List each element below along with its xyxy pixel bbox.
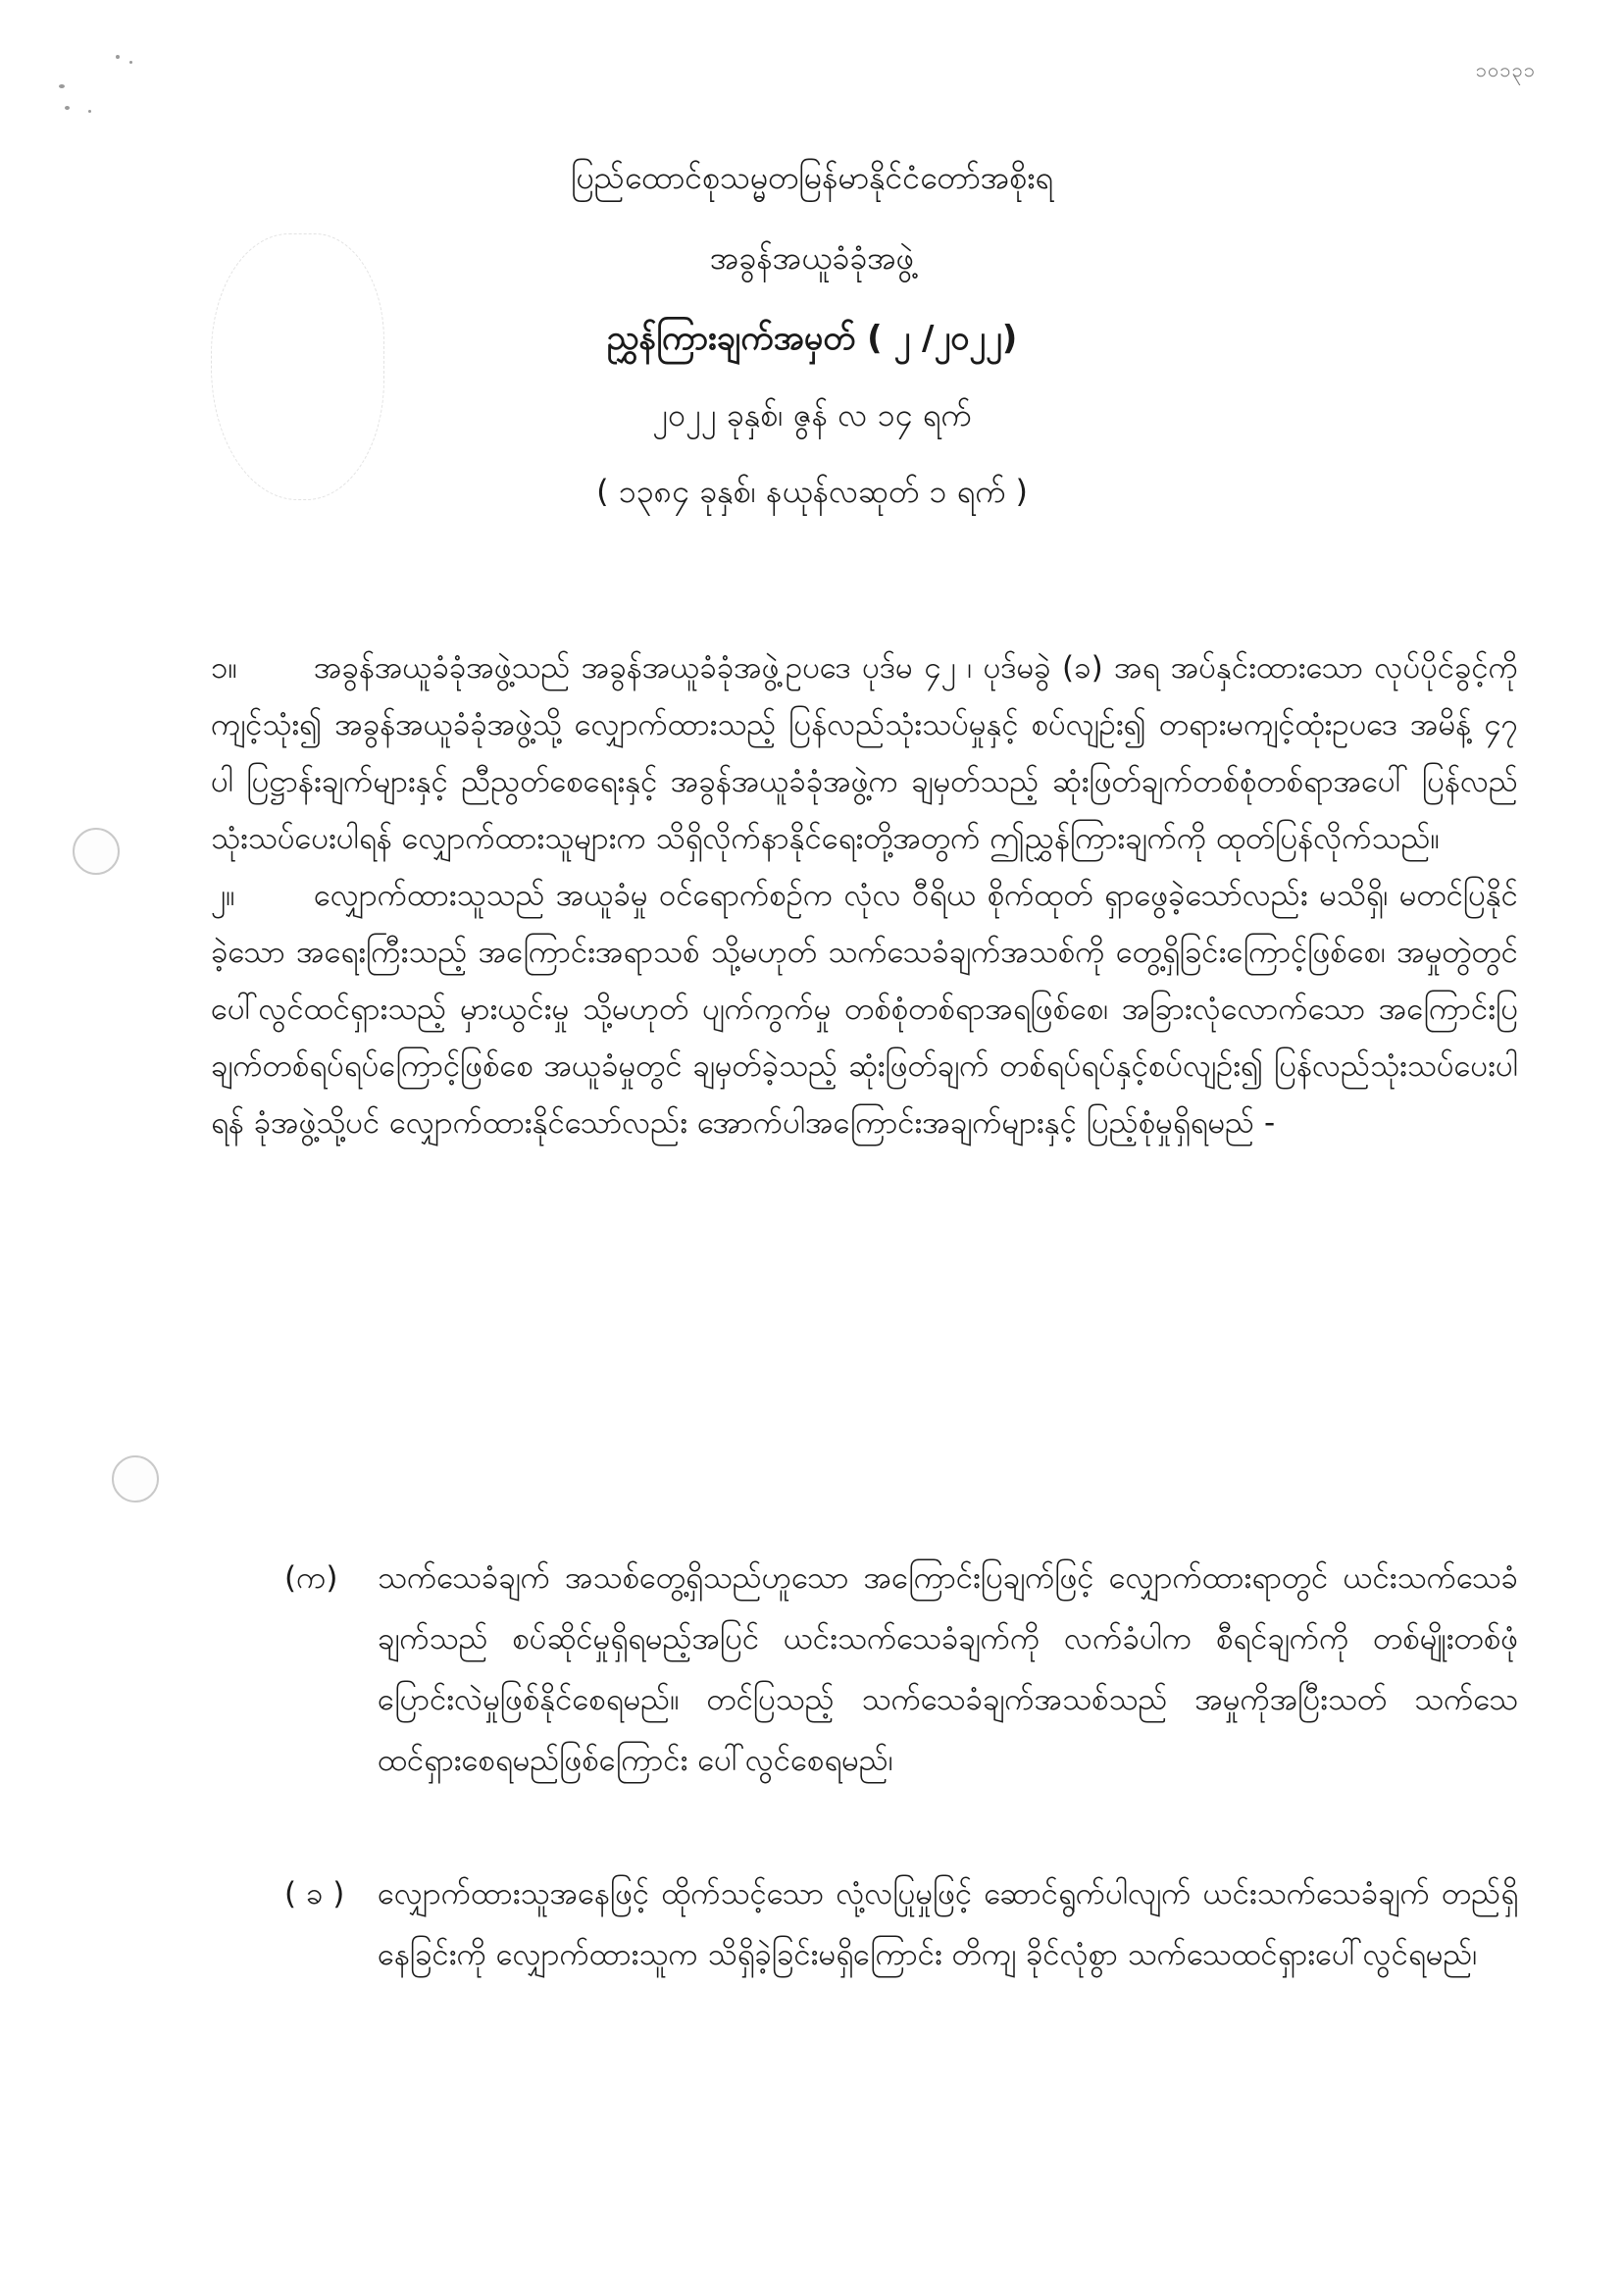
paragraph-2: [211, 867, 1518, 1151]
government-name: ပြည်ထောင်စုသမ္မတမြန်မာနိုင်ငံတော်အစိုးရ: [571, 159, 1053, 196]
sub-item-text: လျှောက်ထားသူအနေဖြင့် ထိုက်သင့်သော လုံ့လပြုမှုဖြင့် ဆောင်ရွက်ပါလျက် ယင်းသက်သေခံချက် တည်ရှိနေခြင်းကို လျှောက်ထားသူက သိရှိခဲ့ခြင်းမရှိကြောင်း တိကျ ခိုင်လုံစွာ သက်သေထင်ရှားပေါ်လွင်ရမည်၊: [378, 1876, 1518, 1972]
sub-item-label: (က): [284, 1560, 338, 1596]
scan-speck: [116, 55, 120, 59]
paragraph-text: အခွန်အယူခံခုံအဖွဲ့သည် အခွန်အယူခံခုံအဖွဲ့ဥပဒေ ပုဒ်မ ၄၂ ၊ ပုဒ်မခွဲ (ခ) အရ အပ်နှင်းထားသော လုပ်ပိုင်ခွင့်ကိုကျင့်သုံး၍ အခွန်အယူခံခုံအဖွဲ့သို့ လျှောက်ထားသည့် ပြန်လည်သုံးသပ်မှုနှင့် စပ်လျဉ်း၍ တရားမကျင့်ထုံးဥပဒေ အမိန့် ၄၇ ပါ ပြဋ္ဌာန်းချက်များနှင့် ညီညွတ်စေရေးနှင့် အခွန်အယူခံခုံအဖွဲ့က ချမှတ်သည့် ဆုံးဖြတ်ချက်တစ်စုံတစ်ရာအပေါ် ပြန်လည်သုံးသပ်ပေးပါရန် လျှောက်ထားသူများက သိရှိလိုက်နာနိုင်ရေးတို့အတွက် ဤညွှန်ကြားချက်ကို ထုတ်ပြန်လိုက်သည်။: [211, 650, 1518, 856]
document-body: [211, 639, 1518, 1151]
date-myanmar: ( ၁၃၈၄ ခုနှစ်၊ နယုန်လဆုတ် ၁ ရက် ): [596, 473, 1028, 510]
document-header: [0, 157, 1624, 512]
paragraph-text: လျှောက်ထားသူသည် အယူခံမှု ဝင်ရောက်စဉ်က လုံလ ဝီရိယ စိုက်ထုတ် ရှာဖွေခဲ့သော်လည်း မသိရှိ၊ မတင်ပြနိုင်ခဲ့သော အရေးကြီးသည့် အကြောင်းအရာသစ် သို့မဟုတ် သက်သေခံချက်အသစ်ကို တွေ့ရှိခြင်းကြောင့်ဖြစ်စေ၊ အမှုတွဲတွင် ပေါ်လွင်ထင်ရှားသည့် မှားယွင်းမှု သို့မဟုတ် ပျက်ကွက်မှု တစ်စုံတစ်ရာအရဖြစ်စေ၊ အခြားလုံလောက်သော အကြောင်းပြချက်တစ်ရပ်ရပ်ကြောင့်ဖြစ်စေ အယူခံမှုတွင် ချမှတ်ခဲ့သည့် ဆုံးဖြတ်ချက် တစ်ရပ်ရပ်နှင့်စပ်လျဉ်း၍ ပြန်လည်သုံးသပ်ပေးပါရန် ခုံအဖွဲ့သို့ပင် လျှောက်ထားနိုင်သော်လည်း အောက်ပါအကြောင်းအချက်များနှင့် ပြည့်စုံမှုရှိရမည် -: [211, 878, 1518, 1141]
scan-speck: [129, 61, 132, 64]
sub-item-text: သက်သေခံချက် အသစ်တွေ့ရှိသည်ဟူသော အကြောင်းပြချက်ဖြင့် လျှောက်ထားရာတွင် ယင်းသက်သေခံချက်သည် စပ်ဆိုင်မှုရှိရမည့်အပြင် ယင်းသက်သေခံချက်ကို လက်ခံပါက စီရင်ချက်ကို တစ်မျိုးတစ်ဖုံ ပြောင်းလဲမှုဖြစ်နိုင်စေရမည်။ တင်ပြသည့် သက်သေခံချက်အသစ်သည် အမှုကိုအပြီးသတ် သက်သေထင်ရှားစေရမည်ဖြစ်ကြောင်း ပေါ်လွင်စေရမည်၊: [378, 1560, 1518, 1778]
paragraph-1: [211, 639, 1518, 867]
sub-item-label: ( ခ ): [284, 1876, 345, 1911]
notification-title: ညွှန်ကြားချက်အမှတ် ( ၂ /၂၀၂၂): [606, 319, 1018, 358]
scan-speck: [65, 106, 70, 110]
date-gregorian: ၂၀၂၂ ခုနှစ်၊ ဇွန် လ ၁၄ ရက်: [652, 396, 972, 433]
scan-speck: [59, 84, 65, 88]
paragraph-number: ၂။: [211, 878, 235, 913]
sub-item-kha: [284, 1863, 1518, 1985]
page-reference-number: ၁၀၁၃၁: [1475, 58, 1536, 81]
punch-hole-top: [73, 828, 120, 875]
scan-speck: [88, 110, 91, 113]
department-name: အခွန်အယူခံခုံအဖွဲ့: [709, 239, 915, 277]
sub-item-ka: [284, 1548, 1518, 1791]
punch-hole-bottom: [112, 1455, 159, 1503]
paragraph-number: ၁။: [211, 650, 237, 686]
